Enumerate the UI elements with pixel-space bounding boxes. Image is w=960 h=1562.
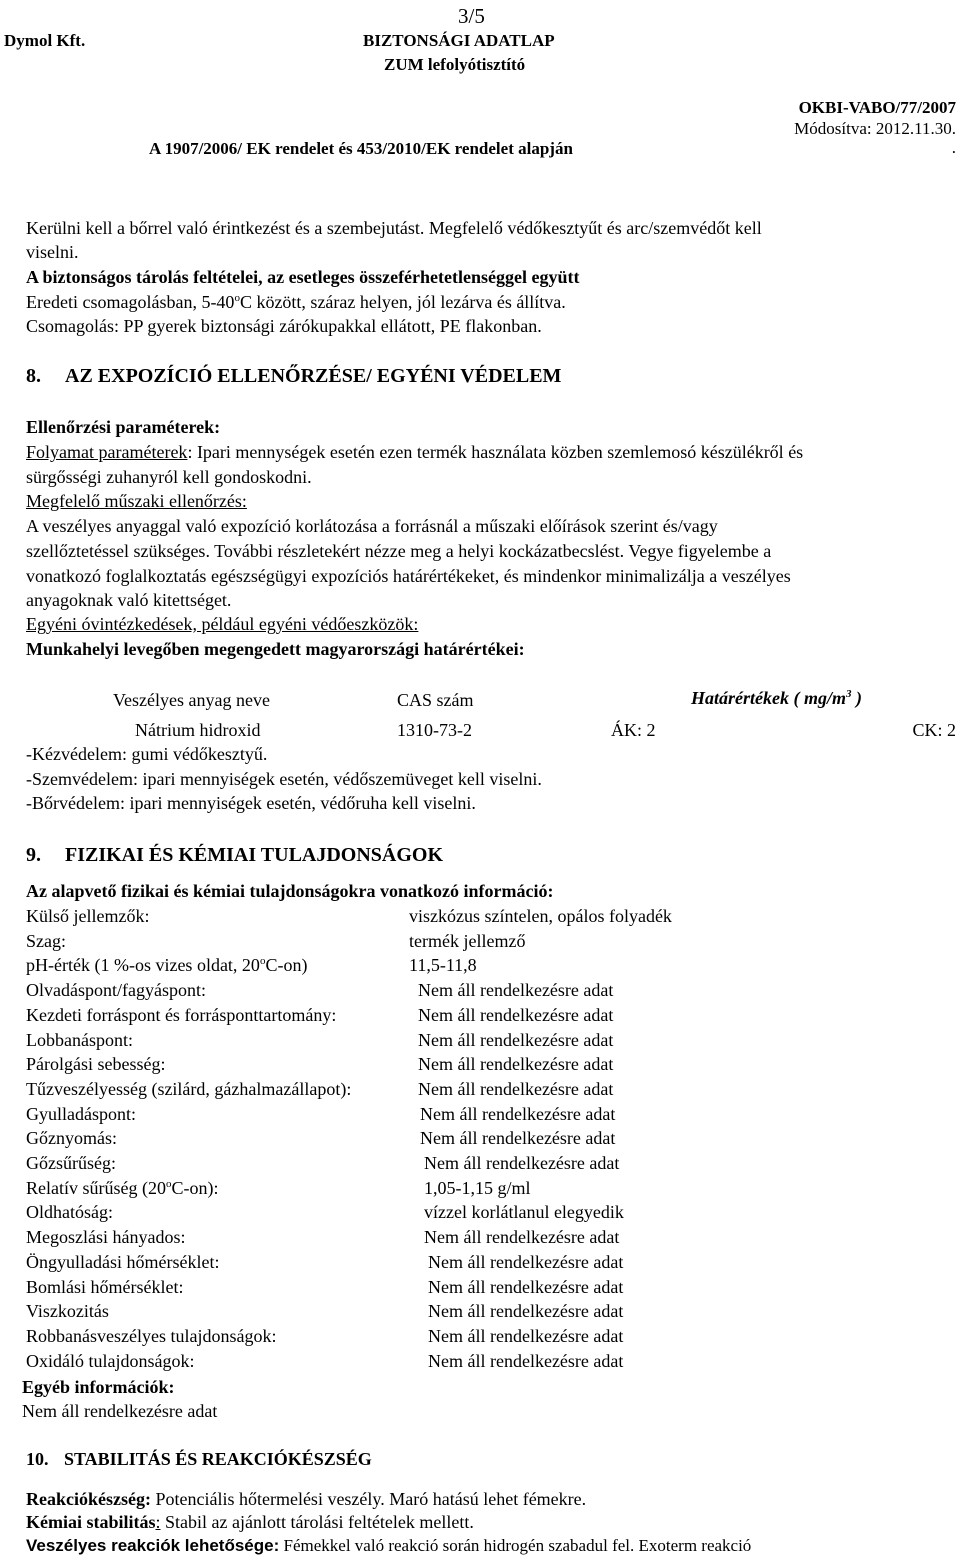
section-9-number: 9. xyxy=(26,844,41,866)
property-value: Nem áll rendelkezésre adat xyxy=(418,980,614,1000)
property-label xyxy=(26,1128,117,1149)
table-cell-substance: Nátrium hidroxid xyxy=(135,720,261,740)
document-code: OKBI-VABO/77/2007 xyxy=(798,98,956,117)
property-label-text: Olvadáspont/fagyáspont: xyxy=(26,980,206,1000)
property-label-sup: o xyxy=(259,955,266,967)
property-value: Nem áll rendelkezésre adat xyxy=(420,1128,616,1148)
property-value: 11,5-11,8 xyxy=(409,955,477,975)
property-label-text: Öngyulladási hőmérséklet: xyxy=(26,1252,220,1272)
table-cell-cas: 1310-73-2 xyxy=(397,720,472,740)
reactivity-line xyxy=(26,1489,586,1510)
property-label-text: Lobbanáspont: xyxy=(26,1030,133,1050)
property-label-text: Tűzveszélyesség (szilárd, gázhalmazállapot): xyxy=(26,1079,352,1099)
property-label xyxy=(26,1277,183,1298)
reactivity-label: Reakciókészség: xyxy=(26,1489,151,1509)
ppe-hand: -Kézvédelem: gumi védőkesztyű. xyxy=(26,744,268,764)
stability-colon: : xyxy=(155,1512,161,1532)
hazardous-reactions-text: Fémekkel való reakció során hidrogén szabadul fel. Exoterm reakció xyxy=(279,1536,752,1555)
section-10-number: 10. xyxy=(26,1449,49,1469)
exposure-limits-heading: Munkahelyi levegőben megengedett magyarországi határértékei: xyxy=(26,639,525,659)
property-label-text: Megoszlási hányados: xyxy=(26,1227,186,1247)
property-value: Nem áll rendelkezésre adat xyxy=(428,1301,624,1321)
property-value: Nem áll rendelkezésre adat xyxy=(418,1030,614,1050)
property-label-text: Viszkozitás xyxy=(26,1301,109,1321)
property-label xyxy=(26,1030,133,1051)
section-9-title: FIZIKAI ÉS KÉMIAI TULAJDONSÁGOK xyxy=(65,844,444,866)
property-label-text: Párolgási sebesség: xyxy=(26,1054,166,1074)
property-label-text: Szag: xyxy=(26,931,66,951)
storage-line xyxy=(26,292,566,313)
section-8-number: 8. xyxy=(26,365,41,387)
property-label xyxy=(26,1005,336,1026)
process-params-line xyxy=(26,442,803,463)
property-value: Nem áll rendelkezésre adat xyxy=(428,1252,624,1272)
property-label xyxy=(26,1326,276,1347)
stability-line xyxy=(26,1512,474,1533)
tech-control-line-2: szellőztetéssel szükséges. További részletekért nézze meg a helyi kockázatbecslést. Vegye figyelembe a xyxy=(26,541,772,561)
handling-line-1: Kerülni kell a bőrrel való érintkezést és a szembejutást. Megfelelő védőkesztyűt és arc/szemvédőt kell xyxy=(26,218,762,238)
property-label-text: Kezdeti forráspont és forrásponttartomány: xyxy=(26,1005,337,1025)
property-value: Nem áll rendelkezésre adat xyxy=(428,1277,624,1297)
property-label xyxy=(26,1104,136,1125)
property-label xyxy=(26,1227,185,1248)
modified-date: Módosítva: 2012.11.30. xyxy=(794,119,956,138)
property-value: termék jellemző xyxy=(409,931,526,951)
table-header-substance: Veszélyes anyag neve xyxy=(113,690,270,710)
property-label-text: Bomlási hőmérséklet: xyxy=(26,1277,184,1297)
other-info-value: Nem áll rendelkezésre adat xyxy=(22,1401,218,1421)
property-label-sup: o xyxy=(165,1178,172,1190)
storage-degree: o xyxy=(234,292,240,304)
property-value: Nem áll rendelkezésre adat xyxy=(418,1079,614,1099)
property-value: Nem áll rendelkezésre adat xyxy=(424,1153,620,1173)
property-label xyxy=(26,1202,113,1223)
ppe-skin: -Bőrvédelem: ipari mennyiségek esetén, védőruha kell viselni. xyxy=(26,793,476,813)
property-label xyxy=(26,1301,109,1322)
property-label xyxy=(26,931,66,952)
property-label-end: C-on): xyxy=(171,1178,219,1198)
limits-header-sup: 3 xyxy=(845,688,852,700)
property-label-text: Gőzsűrűség: xyxy=(26,1153,116,1173)
limits-header-end: ) xyxy=(851,688,862,708)
property-label xyxy=(26,906,149,927)
property-label-text: Robbanásveszélyes tulajdonságok: xyxy=(26,1326,277,1346)
hazardous-reactions-label: Veszélyes reakciók lehetősége: xyxy=(26,1536,280,1555)
property-label-text: Oldhatóság: xyxy=(26,1202,113,1222)
section-8-title: AZ EXPOZÍCIÓ ELLENŐRZÉSE/ EGYÉNI VÉDELEM xyxy=(65,365,562,387)
property-label-text: Gőznyomás: xyxy=(26,1128,117,1148)
hazardous-reactions-line xyxy=(26,1536,751,1556)
tech-control-line-1: A veszélyes anyaggal való expozíció korlátozása a forrásnál a műszaki előírások szerint és/vagy xyxy=(26,516,718,536)
stability-label: Kémiai stabilitás xyxy=(26,1512,156,1532)
property-label xyxy=(26,1351,194,1372)
property-label xyxy=(26,1252,219,1273)
property-value: Nem áll rendelkezésre adat xyxy=(420,1104,616,1124)
company-name: Dymol Kft. xyxy=(4,31,86,50)
document-type: BIZTONSÁGI ADATLAP xyxy=(363,31,555,50)
property-value: Nem áll rendelkezésre adat xyxy=(418,1005,614,1025)
reactivity-text: Potenciális hőtermelési veszély. Maró hatású lehet fémekre. xyxy=(150,1489,587,1509)
property-value: Nem áll rendelkezésre adat xyxy=(418,1054,614,1074)
property-value: Nem áll rendelkezésre adat xyxy=(428,1326,624,1346)
property-label xyxy=(26,1054,165,1075)
property-label-text: Gyulladáspont: xyxy=(26,1104,136,1124)
tech-control-label: Megfelelő műszaki ellenőrzés: xyxy=(26,491,247,511)
process-params-text: : Ipari mennységek esetén ezen termék használata közben szemlemosó készülékről és xyxy=(187,442,804,462)
handling-line-2: viselni. xyxy=(26,242,79,262)
property-label-text: pH-érték (1 %-os vizes oldat, 20 xyxy=(26,955,260,975)
personal-protection-label: Egyéni óvintézkedések, például egyéni védőeszközök: xyxy=(26,614,419,634)
storage-text-a: Eredeti csomagolásban, 5-40 xyxy=(26,292,235,312)
property-label xyxy=(26,1153,116,1174)
property-value: Nem áll rendelkezésre adat xyxy=(424,1227,620,1247)
property-label-end: C-on) xyxy=(265,955,308,975)
table-cell-ak: ÁK: 2 xyxy=(611,720,656,740)
property-label xyxy=(26,955,307,976)
control-params-heading: Ellenőrzési paraméterek: xyxy=(26,417,221,437)
header-dot: . xyxy=(951,138,956,157)
other-info-heading: Egyéb információk: xyxy=(22,1377,175,1397)
property-label-text: Relatív sűrűség (20 xyxy=(26,1178,166,1198)
property-label-text: Külső jellemzők: xyxy=(26,906,150,926)
tech-control-line-4: anyagoknak való kitettséget. xyxy=(26,590,232,610)
property-label xyxy=(26,1079,351,1100)
property-label-text: Oxidáló tulajdonságok: xyxy=(26,1351,195,1371)
storage-heading: A biztonságos tárolás feltételei, az esetleges összeférhetetlenséggel együtt xyxy=(26,267,580,287)
table-header-cas: CAS szám xyxy=(397,690,474,710)
ppe-eye: -Szemvédelem: ipari mennyiségek esetén, védőszemüveget kell viselni. xyxy=(26,769,542,789)
table-header-limits xyxy=(691,688,862,709)
property-label xyxy=(26,980,206,1001)
section-10-title: STABILITÁS ÉS REAKCIÓKÉSZSÉG xyxy=(64,1449,372,1469)
property-value: Nem áll rendelkezésre adat xyxy=(428,1351,624,1371)
stability-text: Stabil az ajánlott tárolási feltételek mellett. xyxy=(160,1512,474,1532)
property-value: 1,05-1,15 g/ml xyxy=(424,1178,531,1198)
regulation-reference: A 1907/2006/ EK rendelet és 453/2010/EK rendelet alapján xyxy=(149,139,573,158)
basic-properties-heading: Az alapvető fizikai és kémiai tulajdonságokra vonatkozó információ: xyxy=(26,881,554,901)
storage-text-b: C között, száraz helyen, jól lezárva és állítva. xyxy=(239,292,566,312)
property-value: vízzel korlátlanul elegyedik xyxy=(424,1202,624,1222)
property-value: viszkózus színtelen, opálos folyadék xyxy=(409,906,672,926)
product-name: ZUM lefolyótisztító xyxy=(384,55,526,74)
tech-control-line-3: vonatkozó foglalkoztatás egészségügyi expozíciós határértékeket, és mindenkor minimalizálja a veszélyes xyxy=(26,566,791,586)
table-cell-ck: CK: 2 xyxy=(912,720,956,740)
page-number: 3/5 xyxy=(458,4,485,28)
property-label xyxy=(26,1178,218,1199)
process-params-label: Folyamat paraméterek xyxy=(26,442,188,462)
packaging-line: Csomagolás: PP gyerek biztonsági zárókupakkal ellátott, PE flakonban. xyxy=(26,316,542,336)
process-params-line-2: sürgősségi zuhanyról kell gondoskodni. xyxy=(26,467,312,487)
limits-header-text: Határértékek ( mg/m xyxy=(691,688,846,708)
